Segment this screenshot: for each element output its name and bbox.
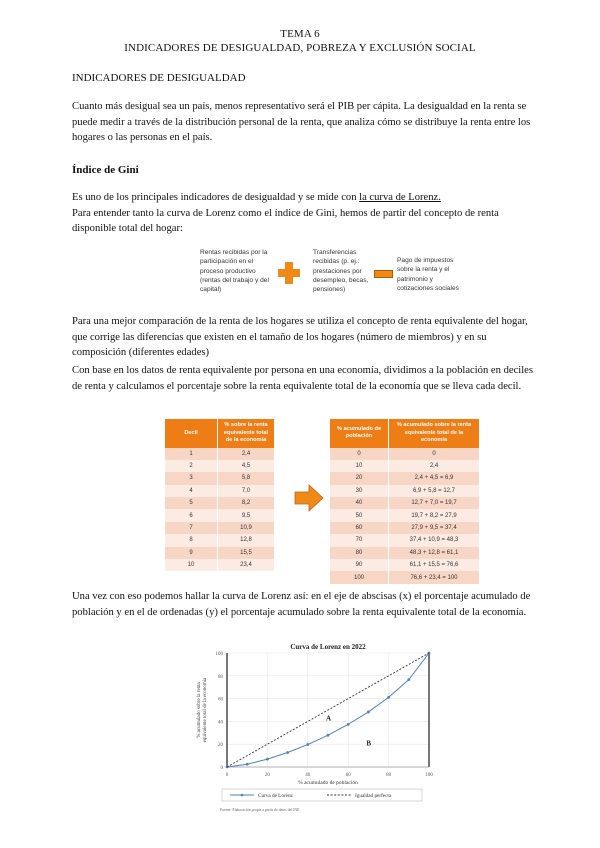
table-row [165,522,275,534]
decil-cell: 10,9 [218,522,275,534]
acumulado-cell: 61,1 + 15,5 = 76,6 [389,559,480,571]
table-row [165,485,275,497]
equality-line [227,653,429,767]
section-heading: INDICADORES DE DESIGUALDAD [72,72,246,84]
diagram-box-rentas: Rentas recibidas por la participación en el proceso productivo (rentas del trabajo y del capital) [200,249,269,294]
acumulado-cell: 2,4 + 4,5 = 6,9 [389,472,480,484]
x-axis-label: % acumulado de población [298,780,358,786]
lorenz-chart-svg [180,640,450,815]
area-label-a: A [325,714,332,723]
acumulado-cell: 90 [330,559,389,571]
acumulado-cell: 76,6 + 23,4 = 100 [389,571,480,583]
x-tick-label: 40 [305,773,311,778]
decil-cell: 8 [165,534,218,546]
table-row [330,534,480,546]
acumulado-cell: 12,7 + 7,0 = 19,7 [389,497,480,509]
topic-title: INDICADORES DE DESIGUALDAD, POBREZA Y EXCLUSIÓN SOCIAL [124,42,476,54]
legend-marker [241,794,244,797]
y-tick-label: 60 [218,697,223,703]
decil-cell: 1 [165,448,218,460]
data-point [266,758,269,761]
acumulado-cell: 40 [330,497,389,509]
minus-icon [374,270,393,278]
y-tick-label: 100 [215,652,223,657]
decil-cell: 7 [165,522,218,534]
data-point [327,734,330,737]
acumulado-cell: 48,3 + 12,8 = 61,1 [389,547,480,559]
data-point [367,711,370,714]
decil-cell: 5 [165,497,218,509]
lorenz-link[interactable]: la curva de Lorenz. [359,192,441,203]
x-tick-label: 0 [225,773,229,778]
decil-cell: 2,4 [218,448,275,460]
decil-cell: 7,0 [218,485,275,497]
decil-cell: 9 [165,547,218,559]
diagram-box-transferencias: Transferencias recibidas (p. ej.: prestaciones por desempleo, becas, pensiones) [313,249,369,294]
acumulado-cell: 10 [330,460,389,472]
table-row [330,522,480,534]
table-row [330,497,480,509]
decil-cell: 9,5 [218,509,275,521]
table-row [330,460,480,472]
acumulado-cell: 0 [330,448,389,460]
col-header-poblacion: % acumulado de población [330,419,389,448]
decil-cell: 6 [165,509,218,521]
acumulado-cell: 37,4 + 10,9 = 48,3 [389,534,480,546]
deciles-table [165,419,275,571]
col-header-decil: Decil [165,419,218,448]
table-row [330,509,480,521]
acumulado-cell: 6,9 + 5,8 = 12,7 [389,485,480,497]
x-tick-label: 60 [345,773,351,778]
decil-cell: 12,8 [218,534,275,546]
decil-cell: 8,2 [218,497,275,509]
col-header-renta-acumulada: % acumulado sobre la renta equivalente total de la economía [389,419,480,448]
acumulado-cell: 0 [389,448,480,460]
y-axis-label: % acumulado sobre la rentaequivalente total de la economía [197,677,208,743]
table-row [165,472,275,484]
diagram-box-impuestos: Pago de impuestos sobre la renta y el patrimonio y cotizaciones sociales [397,257,459,292]
decil-cell: 5,8 [218,472,275,484]
decil-cell: 3 [165,472,218,484]
chart-title: Curva de Lorenz en 2022 [290,643,366,651]
area-label-b: B [366,739,372,748]
gini-intro-paragraph [72,190,542,237]
y-tick-label: 80 [218,674,223,680]
deciles-paragraph: Con base en los datos de renta equivalente por persona en una economía, dividimos a la población en deciles de renta y calculamos el porcentaje sobre la renta equivalente total de la economía que se lleva cada decil. [72,365,533,392]
acumulado-cell: 80 [330,547,389,559]
data-point [246,763,249,766]
table-row [330,472,480,484]
acumulado-cell: 70 [330,534,389,546]
table-row [165,559,275,571]
document-title [0,27,600,55]
acumulado-cell: 100 [330,571,389,583]
acumulado-cell: 60 [330,522,389,534]
decil-cell: 10 [165,559,218,571]
acumulado-cell: 2,4 [389,460,480,472]
table-row [165,448,275,460]
intro-paragraph: Cuanto más desigual sea un país, menos representativo será el PIB per cápita. La desigualdad en la renta se puede medir a través de la distribución personal de la renta, que analiza cómo se distribuye la renta entre los hogares o las personas en el país. [72,101,531,144]
y-tick-label: 40 [218,720,223,726]
legend-label-equality: Igualdad perfecta [355,793,392,799]
data-point [347,723,350,726]
gini-heading: Índice de Gini [72,164,139,176]
arrow-right-icon [294,484,324,512]
lorenz-paragraph: Una vez con eso podemos hallar la curva de Lorenz así: en el eje de abscisas (x) el porcentaje acumulado de población y en el de ordenadas (y) el porcentaje acumulado sobre la renta equivalente total de la economía. [72,591,531,618]
decil-cell: 4 [165,485,218,497]
table-row [165,534,275,546]
col-header-porcentaje: % sobre la renta equivalente total de la economía [218,419,275,448]
table-row [330,547,480,559]
table-row [165,547,275,559]
data-point [387,696,390,699]
topic-number: TEMA 6 [280,28,320,40]
acumulado-cell: 30 [330,485,389,497]
chart-source: Fuente: Elaboración propia a partir de datos del INE [220,808,300,812]
data-point [306,743,309,746]
gini-intro-text: Es uno de los principales indicadores de desigualdad y se mide con [72,192,360,203]
acumulado-cell: 27,9 + 9,5 = 37,4 [389,522,480,534]
plus-icon [278,262,300,284]
y-tick-label: 20 [218,743,223,749]
x-tick-label: 80 [386,773,392,778]
legend-label-lorenz: Curva de Lorenz [258,793,293,799]
x-tick-label: 100 [425,773,433,778]
table-row [330,485,480,497]
acumulado-cell: 50 [330,509,389,521]
table-row [165,460,275,472]
table-row [330,448,480,460]
acumulado-cell: 20 [330,472,389,484]
renta-equivalente-paragraph: Para una mejor comparación de la renta de los hogares se utiliza el concepto de renta equivalente del hogar, que corrige las diferencias que existen en el tamaño de los hogares (número de miembros) y en su composición (diferentes edades) [72,316,528,359]
x-tick-label: 20 [264,773,270,778]
lorenz-chart [180,640,450,815]
acumulado-table [330,419,480,584]
table-row [165,497,275,509]
table-row [330,571,480,583]
data-point [286,751,289,754]
decil-cell: 4,5 [218,460,275,472]
table-row [165,509,275,521]
data-point [407,678,410,681]
decil-cell: 15,5 [218,547,275,559]
table-row [330,559,480,571]
acumulado-cell: 19,7 + 8,2 = 27,9 [389,509,480,521]
y-tick-label: 0 [220,766,223,771]
gini-intro-text-2: Para entender tanto la curva de Lorenz como el índice de Gini, hemos de partir del concepto de renta disponible total del hogar: [72,207,499,235]
decil-cell: 23,4 [218,559,275,571]
decil-cell: 2 [165,460,218,472]
